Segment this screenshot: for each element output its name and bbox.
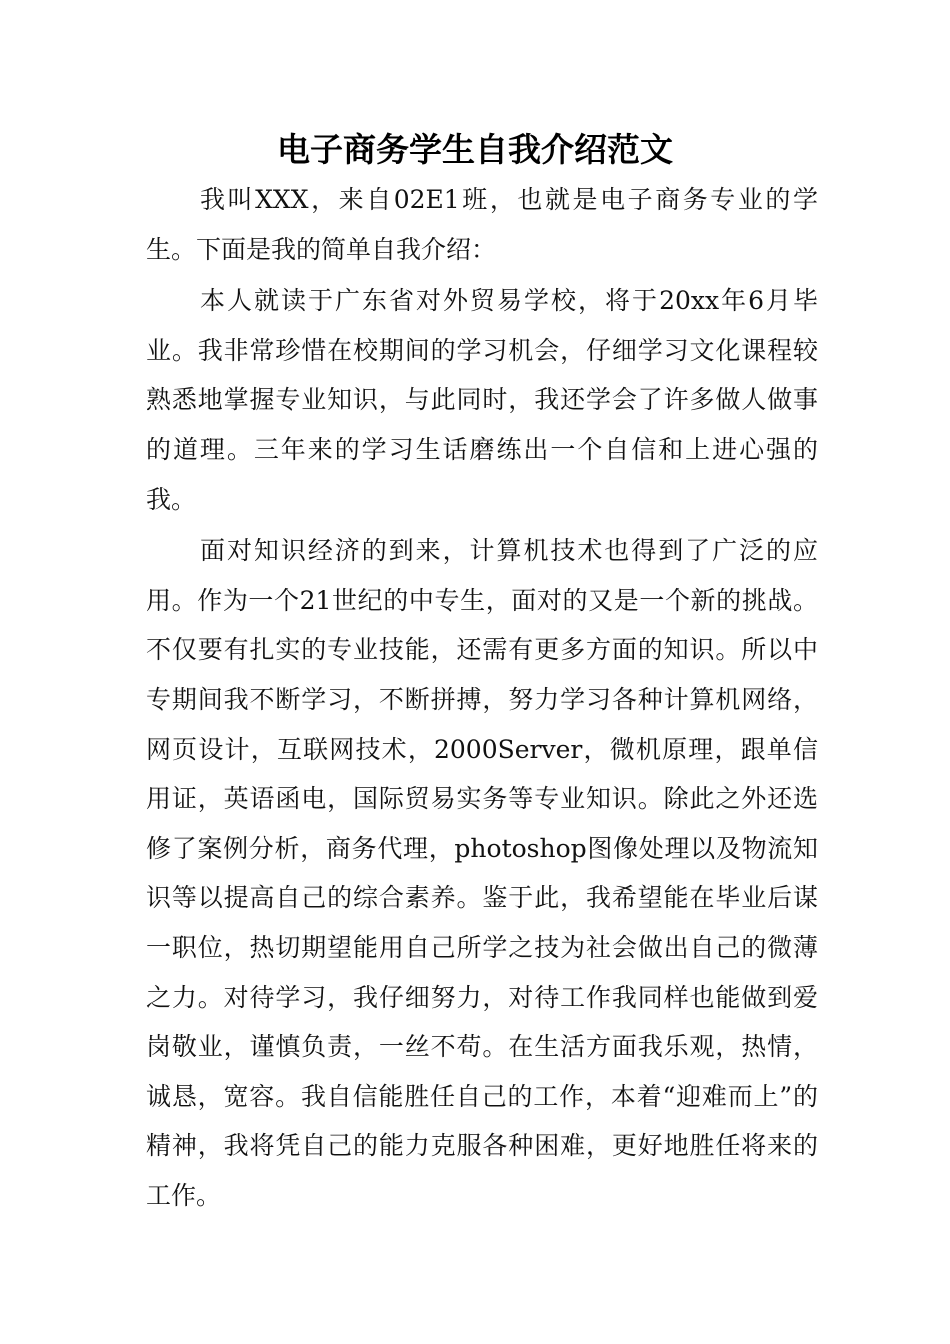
document-title: 电子商务学生自我介绍范文: [277, 130, 673, 169]
paragraph-education: 本人就读于广东省对外贸易学校，将于20xx年6月毕业。我非常珍惜在校期间的学习机会，仔细学习文化课程较熟悉地掌握专业知识，与此同时，我还学会了许多做人做事的道理。三年来的学习生话磨练出一个自信和上进心强的我。: [146, 286, 818, 514]
paragraph-skills: 面对知识经济的到来，计算机技术也得到了广泛的应用。作为一个21世纪的中专生，面对的又是一个新的挑战。不仅要有扎实的专业技能，还需有更多方面的知识。所以中专期间我不断学习，不断拼搏，努力学习各种计算机网络，网页设计，互联网技术，2000Server，微机原理，跟单信用证，英语函电，国际贸易实务等专业知识。除此之外还选修了案例分析，商务代理，photoshop图像处理以及物流知识等以提高自己的综合素养。鉴于此，我希望能在毕业后谋一职位，热切期望能用自己所学之技为社会做出自己的微薄之力。对待学习，我仔细努力，对待工作我同样也能做到爱岗敬业，谨慎负责，一丝不苟。在生活方面我乐观，热情，诚恳，宽容。我自信能胜任自己的工作，本着“迎难而上”的精神，我将凭自己的能力克服各种困难，更好地胜任将来的工作。: [146, 536, 818, 1210]
paragraph-intro: 我叫XXX，来自02E1班，也就是电子商务专业的学生。下面是我的简单自我介绍：: [146, 185, 818, 264]
document-body: [146, 175, 818, 1220]
